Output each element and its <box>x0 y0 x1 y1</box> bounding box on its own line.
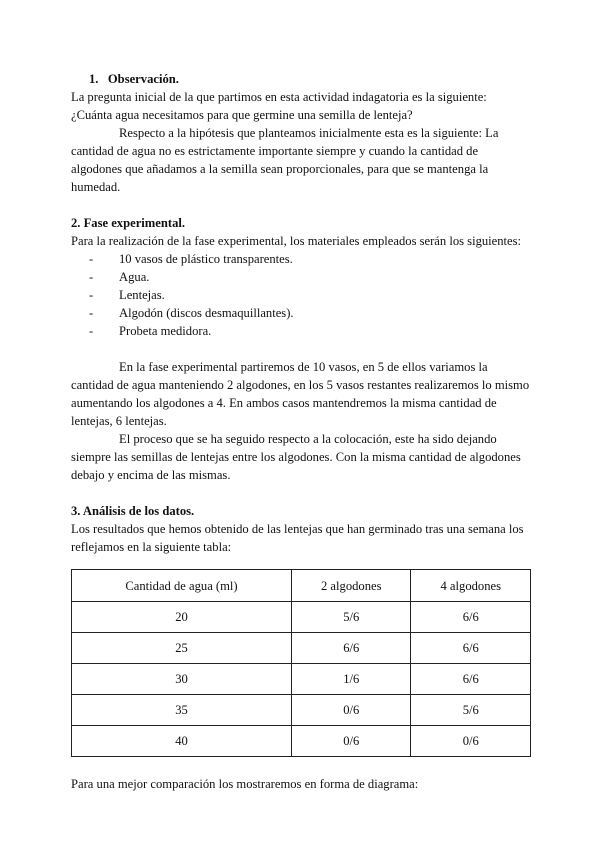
table-cell: 30 <box>72 664 292 695</box>
table-cell: 20 <box>72 602 292 633</box>
list-item: - 10 vasos de plástico transparentes. <box>71 250 531 268</box>
table-cell: 0/6 <box>292 726 411 757</box>
table-cell: 0/6 <box>292 695 411 726</box>
paragraph: Para una mejor comparación los mostraremos en forma de diagrama: <box>71 777 419 791</box>
table-header: Cantidad de agua (ml) <box>72 570 292 602</box>
table-row <box>72 664 531 695</box>
section-title-analisis: 3. Análisis de los datos. <box>71 504 195 518</box>
table-cell: 40 <box>72 726 292 757</box>
table-cell: 1/6 <box>292 664 411 695</box>
materials-list <box>71 250 531 340</box>
list-item: - Algodón (discos desmaquillantes). <box>71 304 531 322</box>
table-cell: 6/6 <box>411 602 531 633</box>
table-cell: 0/6 <box>411 726 531 757</box>
table-header: 2 algodones <box>292 570 411 602</box>
results-table <box>71 569 531 757</box>
table-row <box>72 726 531 757</box>
table-cell: 5/6 <box>292 602 411 633</box>
table-row <box>72 695 531 726</box>
table-header-row <box>72 570 531 602</box>
paragraph: Para la realización de la fase experimental, los materiales empleados serán los siguientes: <box>71 234 522 248</box>
table-cell: 6/6 <box>292 633 411 664</box>
table-row <box>72 633 531 664</box>
table-header: 4 algodones <box>411 570 531 602</box>
list-item: - Lentejas. <box>71 286 531 304</box>
paragraph: Respecto a la hipótesis que planteamos inicialmente esta es la siguiente: La cantidad de agua no es estrictamente importante siempre y cuando la cantidad de algodones que añadamos a la semilla sean proporcionales, para que se mantenga la humedad. <box>71 126 499 194</box>
table-cell: 6/6 <box>411 664 531 695</box>
paragraph: En la fase experimental partiremos de 10 vasos, en 5 de ellos variamos la cantidad de agua manteniendo 2 algodones, en los 5 vasos restantes realizaremos lo mismo aumentando los algodones a 4. En ambos casos mantendremos la misma cantidad de lentejas, 6 lentejas. <box>71 360 530 428</box>
table-cell: 5/6 <box>411 695 531 726</box>
table-cell: 25 <box>72 633 292 664</box>
section-title-fase-experimental: 2. Fase experimental. <box>71 216 186 230</box>
list-item: - Agua. <box>71 268 531 286</box>
paragraph: El proceso que se ha seguido respecto a la colocación, este ha sido dejando siempre las semillas de lentejas entre los algodones. Con la misma cantidad de algodones debajo y encima de las mismas. <box>71 432 521 482</box>
table-row <box>72 602 531 633</box>
table-cell: 6/6 <box>411 633 531 664</box>
section-title-observacion: 1. Observación. <box>89 72 179 86</box>
paragraph: Los resultados que hemos obtenido de las lentejas que han germinado tras una semana los reflejamos en la siguiente tabla: <box>71 522 524 554</box>
table-cell: 35 <box>72 695 292 726</box>
paragraph: La pregunta inicial de la que partimos en esta actividad indagatoria es la siguiente: ¿Cuánta agua necesitamos para que germine una semilla de lenteja? <box>71 90 487 122</box>
list-item: - Probeta medidora. <box>71 322 531 340</box>
